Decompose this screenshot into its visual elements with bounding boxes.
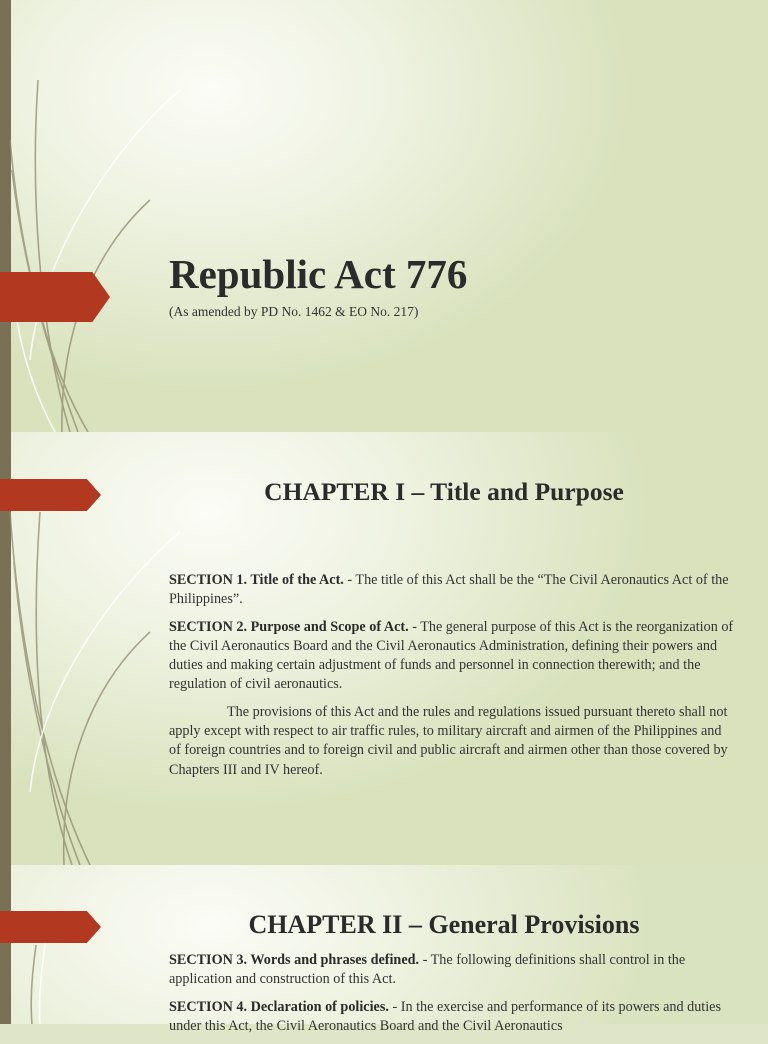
section-3 [169, 951, 735, 990]
chapter-body [169, 951, 735, 1044]
chapter-1-slide [0, 432, 768, 865]
accent-tab [0, 479, 101, 511]
chapter-heading: CHAPTER I – Title and Purpose [264, 477, 624, 506]
section-1-text: - The title of this Act shall be the “The Civil Aeronautics Act of the Philippines”. [169, 572, 729, 608]
provisions-paragraph: The provisions of this Act and the rules and regulations issued pursuant thereto shall not apply except with respect to air traffic rules, to military aircraft and airmen of the Philippines and of foreign countries and to foreign civil and public aircraft and airmen other than those covered by Chapters III and IV hereof. [169, 703, 728, 778]
section-1 [169, 571, 735, 610]
chapter-heading: CHAPTER II – General Provisions [248, 910, 640, 939]
section-4-text: - In the exercise and performance of its powers and duties under this Act, the Civil Aeronautics Board and the Civil Aeronautics [169, 998, 722, 1034]
section-1-label: SECTION 1. Title of the Act. [169, 572, 344, 588]
section-4 [169, 998, 735, 1037]
section-2-text: - The general purpose of this Act is the reorganization of the Civil Aeronautics Board and the Civil Aeronautics Administration, defining their powers and duties and making certain adjustment of funds and personnel in connection therewith; and the regulation of civil aeronautics. [169, 618, 734, 693]
section-3-label: SECTION 3. Words and phrases defined. [169, 952, 420, 968]
slide-subtitle: (As amended by PD No. 1462 & EO No. 217) [169, 304, 419, 319]
chapter-body [169, 571, 735, 788]
title-slide [0, 0, 768, 432]
slide-title: Republic Act 776 [169, 251, 468, 297]
chapter-2-slide [0, 865, 768, 1034]
section-2 [169, 618, 735, 695]
decorative-curves [0, 0, 200, 432]
section-3-text: - The following definitions shall control in the application and construction of this Act. [169, 952, 686, 988]
section-4-label: SECTION 4. Declaration of policies. [169, 998, 389, 1015]
section-2-label: SECTION 2. Purpose and Scope of Act. [169, 618, 409, 635]
accent-tab [0, 272, 110, 322]
accent-tab [0, 911, 101, 943]
